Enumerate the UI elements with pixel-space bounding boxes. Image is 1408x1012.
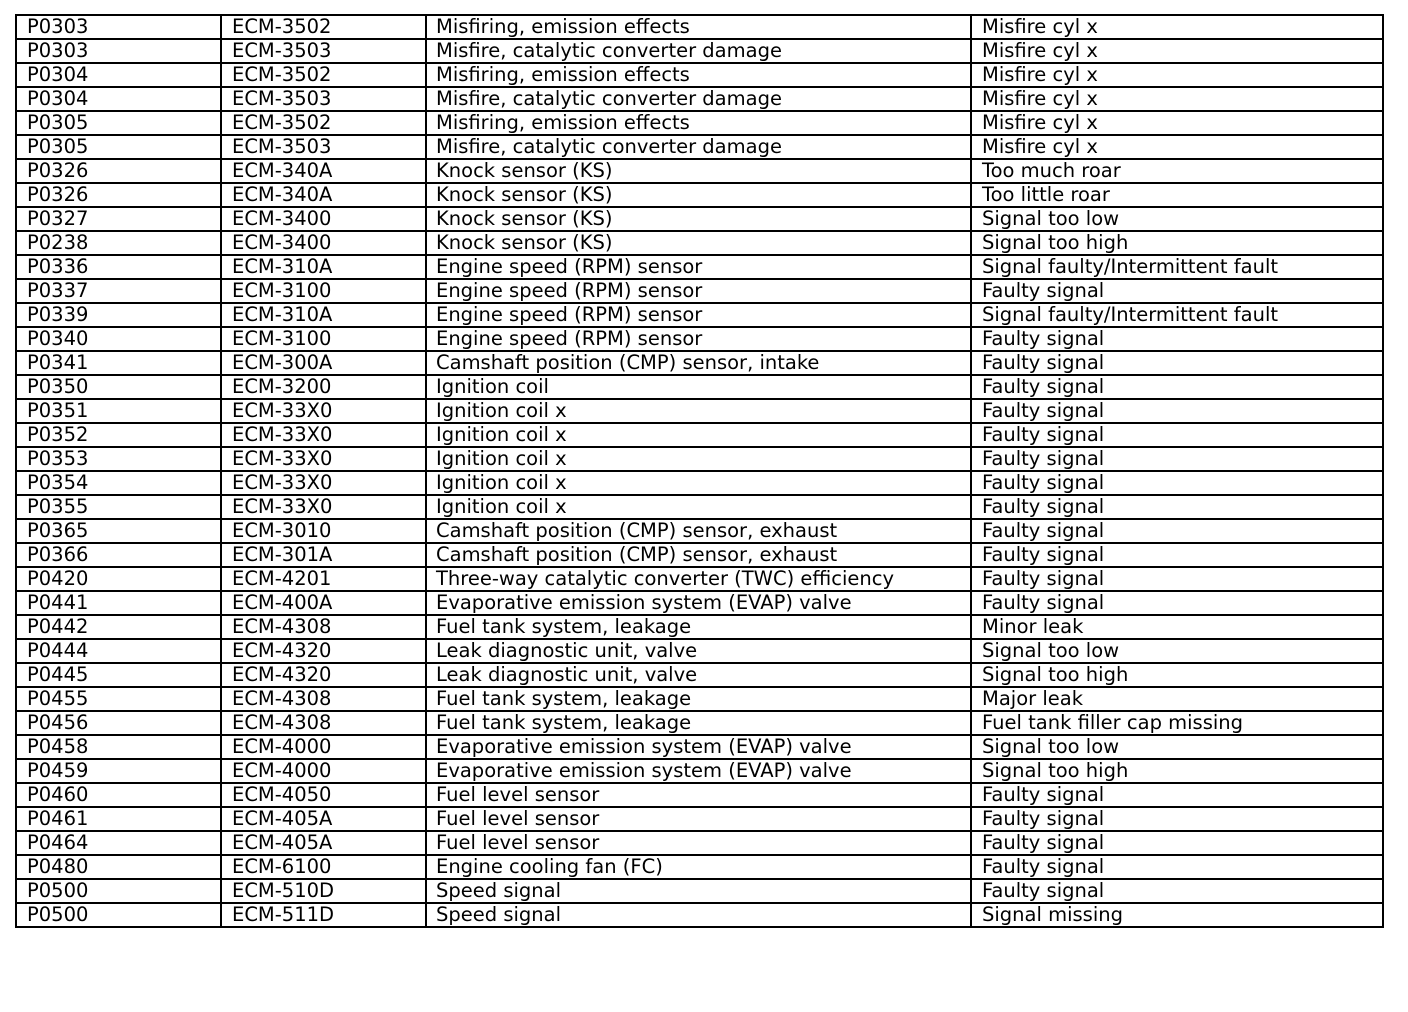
component-cell: Knock sensor (KS) bbox=[426, 183, 971, 207]
fault-code-cell: P0366 bbox=[16, 543, 221, 567]
table-row bbox=[16, 231, 1383, 255]
table-row bbox=[16, 399, 1383, 423]
fault-description-cell: Signal too low bbox=[971, 207, 1383, 231]
ecm-code-cell: ECM-3503 bbox=[221, 39, 426, 63]
component-cell: Knock sensor (KS) bbox=[426, 207, 971, 231]
component-cell: Camshaft position (CMP) sensor, intake bbox=[426, 351, 971, 375]
fault-description-cell: Signal too low bbox=[971, 639, 1383, 663]
fault-description-cell: Too much roar bbox=[971, 159, 1383, 183]
fault-code-cell: P0459 bbox=[16, 759, 221, 783]
table-row bbox=[16, 135, 1383, 159]
ecm-code-cell: ECM-340A bbox=[221, 183, 426, 207]
fault-code-cell: P0464 bbox=[16, 831, 221, 855]
table-row bbox=[16, 879, 1383, 903]
component-cell: Ignition coil x bbox=[426, 495, 971, 519]
fault-code-cell: P0444 bbox=[16, 639, 221, 663]
fault-description-cell: Faulty signal bbox=[971, 879, 1383, 903]
fault-code-cell: P0238 bbox=[16, 231, 221, 255]
component-cell: Camshaft position (CMP) sensor, exhaust bbox=[426, 519, 971, 543]
fault-description-cell: Signal faulty/Intermittent fault bbox=[971, 303, 1383, 327]
fault-description-cell: Signal missing bbox=[971, 903, 1383, 927]
table-row bbox=[16, 735, 1383, 759]
table-row bbox=[16, 327, 1383, 351]
fault-code-cell: P0461 bbox=[16, 807, 221, 831]
fault-description-cell: Fuel tank filler cap missing bbox=[971, 711, 1383, 735]
ecm-code-cell: ECM-33X0 bbox=[221, 495, 426, 519]
component-cell: Ignition coil x bbox=[426, 399, 971, 423]
table-row bbox=[16, 471, 1383, 495]
fault-code-cell: P0340 bbox=[16, 327, 221, 351]
table-row bbox=[16, 831, 1383, 855]
ecm-code-cell: ECM-33X0 bbox=[221, 471, 426, 495]
component-cell: Ignition coil x bbox=[426, 447, 971, 471]
fault-code-cell: P0305 bbox=[16, 111, 221, 135]
table-row bbox=[16, 447, 1383, 471]
table-row bbox=[16, 207, 1383, 231]
ecm-code-cell: ECM-4000 bbox=[221, 759, 426, 783]
fault-code-cell: P0326 bbox=[16, 159, 221, 183]
component-cell: Speed signal bbox=[426, 879, 971, 903]
ecm-code-cell: ECM-3503 bbox=[221, 87, 426, 111]
ecm-code-cell: ECM-3502 bbox=[221, 111, 426, 135]
component-cell: Camshaft position (CMP) sensor, exhaust bbox=[426, 543, 971, 567]
fault-description-cell: Faulty signal bbox=[971, 519, 1383, 543]
ecm-code-cell: ECM-3100 bbox=[221, 327, 426, 351]
fault-description-cell: Major leak bbox=[971, 687, 1383, 711]
ecm-code-cell: ECM-340A bbox=[221, 159, 426, 183]
fault-description-cell: Faulty signal bbox=[971, 855, 1383, 879]
ecm-code-cell: ECM-33X0 bbox=[221, 447, 426, 471]
component-cell: Engine speed (RPM) sensor bbox=[426, 303, 971, 327]
table-row bbox=[16, 279, 1383, 303]
fault-description-cell: Misfire cyl x bbox=[971, 15, 1383, 39]
table-row bbox=[16, 783, 1383, 807]
fault-description-cell: Faulty signal bbox=[971, 543, 1383, 567]
ecm-code-cell: ECM-310A bbox=[221, 303, 426, 327]
fault-code-cell: P0442 bbox=[16, 615, 221, 639]
fault-description-cell: Faulty signal bbox=[971, 471, 1383, 495]
component-cell: Engine speed (RPM) sensor bbox=[426, 255, 971, 279]
component-cell: Three-way catalytic converter (TWC) efficiency bbox=[426, 567, 971, 591]
fault-description-cell: Faulty signal bbox=[971, 807, 1383, 831]
component-cell: Misfire, catalytic converter damage bbox=[426, 39, 971, 63]
component-cell: Fuel level sensor bbox=[426, 831, 971, 855]
fault-description-cell: Misfire cyl x bbox=[971, 135, 1383, 159]
fault-code-cell: P0303 bbox=[16, 39, 221, 63]
table-row bbox=[16, 39, 1383, 63]
table-row bbox=[16, 351, 1383, 375]
fault-code-cell: P0336 bbox=[16, 255, 221, 279]
fault-code-cell: P0337 bbox=[16, 279, 221, 303]
ecm-code-cell: ECM-3200 bbox=[221, 375, 426, 399]
ecm-code-cell: ECM-511D bbox=[221, 903, 426, 927]
component-cell: Speed signal bbox=[426, 903, 971, 927]
component-cell: Engine cooling fan (FC) bbox=[426, 855, 971, 879]
table-row bbox=[16, 687, 1383, 711]
component-cell: Fuel tank system, leakage bbox=[426, 711, 971, 735]
ecm-code-cell: ECM-3010 bbox=[221, 519, 426, 543]
table-row bbox=[16, 111, 1383, 135]
ecm-code-cell: ECM-3400 bbox=[221, 231, 426, 255]
table-row bbox=[16, 423, 1383, 447]
fault-description-cell: Faulty signal bbox=[971, 831, 1383, 855]
fault-code-cell: P0303 bbox=[16, 15, 221, 39]
ecm-code-cell: ECM-301A bbox=[221, 543, 426, 567]
fault-description-cell: Faulty signal bbox=[971, 591, 1383, 615]
fault-description-cell: Faulty signal bbox=[971, 375, 1383, 399]
ecm-code-cell: ECM-3503 bbox=[221, 135, 426, 159]
table-row bbox=[16, 543, 1383, 567]
fault-code-cell: P0341 bbox=[16, 351, 221, 375]
ecm-code-cell: ECM-4308 bbox=[221, 711, 426, 735]
ecm-code-cell: ECM-6100 bbox=[221, 855, 426, 879]
ecm-code-cell: ECM-400A bbox=[221, 591, 426, 615]
table-row bbox=[16, 375, 1383, 399]
fault-description-cell: Signal too low bbox=[971, 735, 1383, 759]
component-cell: Misfiring, emission effects bbox=[426, 111, 971, 135]
component-cell: Engine speed (RPM) sensor bbox=[426, 279, 971, 303]
component-cell: Ignition coil x bbox=[426, 471, 971, 495]
table-row bbox=[16, 807, 1383, 831]
fault-code-cell: P0327 bbox=[16, 207, 221, 231]
fault-code-cell: P0500 bbox=[16, 903, 221, 927]
fault-description-cell: Faulty signal bbox=[971, 783, 1383, 807]
fault-description-cell: Faulty signal bbox=[971, 399, 1383, 423]
component-cell: Knock sensor (KS) bbox=[426, 231, 971, 255]
ecm-code-cell: ECM-4320 bbox=[221, 663, 426, 687]
fault-code-cell: P0326 bbox=[16, 183, 221, 207]
ecm-code-cell: ECM-4050 bbox=[221, 783, 426, 807]
fault-code-cell: P0339 bbox=[16, 303, 221, 327]
table-row bbox=[16, 15, 1383, 39]
fault-description-cell: Misfire cyl x bbox=[971, 111, 1383, 135]
fault-description-cell: Misfire cyl x bbox=[971, 39, 1383, 63]
dtc-table-body bbox=[16, 15, 1383, 927]
table-row bbox=[16, 183, 1383, 207]
table-row bbox=[16, 159, 1383, 183]
ecm-code-cell: ECM-33X0 bbox=[221, 399, 426, 423]
component-cell: Misfire, catalytic converter damage bbox=[426, 87, 971, 111]
component-cell: Ignition coil x bbox=[426, 423, 971, 447]
fault-code-cell: P0305 bbox=[16, 135, 221, 159]
fault-description-cell: Signal too high bbox=[971, 759, 1383, 783]
table-row bbox=[16, 567, 1383, 591]
ecm-code-cell: ECM-4201 bbox=[221, 567, 426, 591]
table-row bbox=[16, 615, 1383, 639]
ecm-code-cell: ECM-405A bbox=[221, 807, 426, 831]
table-row bbox=[16, 663, 1383, 687]
table-row bbox=[16, 63, 1383, 87]
fault-code-cell: P0456 bbox=[16, 711, 221, 735]
table-row bbox=[16, 903, 1383, 927]
fault-description-cell: Too little roar bbox=[971, 183, 1383, 207]
ecm-code-cell: ECM-33X0 bbox=[221, 423, 426, 447]
component-cell: Leak diagnostic unit, valve bbox=[426, 639, 971, 663]
component-cell: Evaporative emission system (EVAP) valve bbox=[426, 591, 971, 615]
fault-description-cell: Minor leak bbox=[971, 615, 1383, 639]
table-row bbox=[16, 855, 1383, 879]
fault-code-cell: P0455 bbox=[16, 687, 221, 711]
ecm-code-cell: ECM-3400 bbox=[221, 207, 426, 231]
dtc-table bbox=[15, 14, 1384, 928]
component-cell: Evaporative emission system (EVAP) valve bbox=[426, 735, 971, 759]
fault-code-cell: P0352 bbox=[16, 423, 221, 447]
fault-code-cell: P0441 bbox=[16, 591, 221, 615]
table-row bbox=[16, 87, 1383, 111]
component-cell: Evaporative emission system (EVAP) valve bbox=[426, 759, 971, 783]
ecm-code-cell: ECM-300A bbox=[221, 351, 426, 375]
fault-code-cell: P0351 bbox=[16, 399, 221, 423]
table-row bbox=[16, 711, 1383, 735]
table-row bbox=[16, 639, 1383, 663]
fault-code-cell: P0304 bbox=[16, 87, 221, 111]
component-cell: Leak diagnostic unit, valve bbox=[426, 663, 971, 687]
ecm-code-cell: ECM-4308 bbox=[221, 687, 426, 711]
component-cell: Misfiring, emission effects bbox=[426, 63, 971, 87]
table-row bbox=[16, 591, 1383, 615]
table-row bbox=[16, 255, 1383, 279]
table-row bbox=[16, 495, 1383, 519]
fault-code-cell: P0365 bbox=[16, 519, 221, 543]
fault-description-cell: Faulty signal bbox=[971, 279, 1383, 303]
ecm-code-cell: ECM-3502 bbox=[221, 15, 426, 39]
component-cell: Fuel level sensor bbox=[426, 807, 971, 831]
ecm-code-cell: ECM-4308 bbox=[221, 615, 426, 639]
ecm-code-cell: ECM-310A bbox=[221, 255, 426, 279]
fault-code-cell: P0480 bbox=[16, 855, 221, 879]
fault-description-cell: Faulty signal bbox=[971, 447, 1383, 471]
fault-description-cell: Signal too high bbox=[971, 231, 1383, 255]
fault-code-cell: P0354 bbox=[16, 471, 221, 495]
ecm-code-cell: ECM-4320 bbox=[221, 639, 426, 663]
fault-code-cell: P0353 bbox=[16, 447, 221, 471]
fault-description-cell: Faulty signal bbox=[971, 495, 1383, 519]
ecm-code-cell: ECM-510D bbox=[221, 879, 426, 903]
ecm-code-cell: ECM-3502 bbox=[221, 63, 426, 87]
ecm-code-cell: ECM-4000 bbox=[221, 735, 426, 759]
ecm-code-cell: ECM-3100 bbox=[221, 279, 426, 303]
table-row bbox=[16, 759, 1383, 783]
table-row bbox=[16, 303, 1383, 327]
component-cell: Knock sensor (KS) bbox=[426, 159, 971, 183]
component-cell: Misfire, catalytic converter damage bbox=[426, 135, 971, 159]
fault-description-cell: Misfire cyl x bbox=[971, 63, 1383, 87]
component-cell: Fuel tank system, leakage bbox=[426, 687, 971, 711]
fault-code-cell: P0304 bbox=[16, 63, 221, 87]
ecm-code-cell: ECM-405A bbox=[221, 831, 426, 855]
fault-description-cell: Faulty signal bbox=[971, 351, 1383, 375]
fault-code-cell: P0458 bbox=[16, 735, 221, 759]
component-cell: Misfiring, emission effects bbox=[426, 15, 971, 39]
fault-description-cell: Signal faulty/Intermittent fault bbox=[971, 255, 1383, 279]
component-cell: Fuel level sensor bbox=[426, 783, 971, 807]
fault-description-cell: Misfire cyl x bbox=[971, 87, 1383, 111]
fault-code-cell: P0355 bbox=[16, 495, 221, 519]
fault-code-cell: P0420 bbox=[16, 567, 221, 591]
component-cell: Engine speed (RPM) sensor bbox=[426, 327, 971, 351]
fault-code-cell: P0350 bbox=[16, 375, 221, 399]
table-row bbox=[16, 519, 1383, 543]
component-cell: Fuel tank system, leakage bbox=[426, 615, 971, 639]
fault-description-cell: Faulty signal bbox=[971, 567, 1383, 591]
component-cell: Ignition coil bbox=[426, 375, 971, 399]
fault-description-cell: Faulty signal bbox=[971, 423, 1383, 447]
fault-description-cell: Signal too high bbox=[971, 663, 1383, 687]
fault-description-cell: Faulty signal bbox=[971, 327, 1383, 351]
fault-code-cell: P0500 bbox=[16, 879, 221, 903]
fault-code-cell: P0460 bbox=[16, 783, 221, 807]
fault-code-cell: P0445 bbox=[16, 663, 221, 687]
